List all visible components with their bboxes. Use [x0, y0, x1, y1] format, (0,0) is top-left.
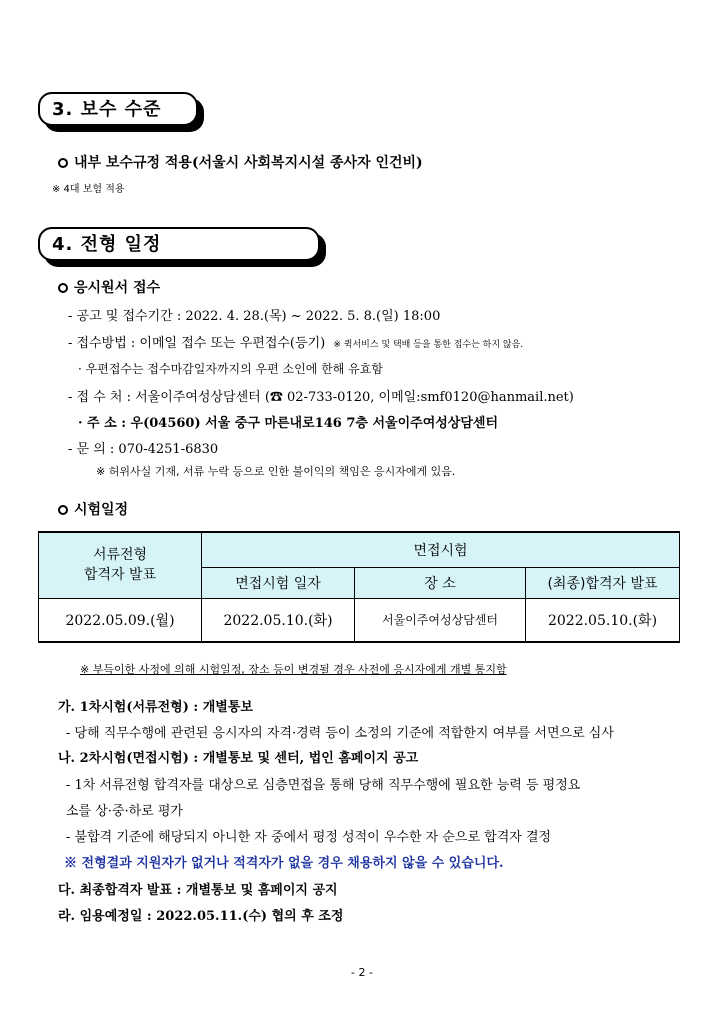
application-inquiry: - 문 의 : 070-4251-6830 [68, 442, 219, 457]
method-note: ※ 퀵서비스 및 택배 등을 통한 접수는 하지 않음. [333, 340, 524, 350]
no-hire-warning: ※ 전형결과 지원자가 없거나 적격자가 없을 경우 채용하지 않을 수 있습니다. [64, 856, 504, 871]
application-period: - 공고 및 접수기간 : 2022. 4. 28.(목) ~ 2022. 5. 8.(일) 18:00 [68, 309, 441, 324]
step-2-title: 나. 2차시험(면접시험) : 개별통보 및 센터, 법인 홈페이지 공고 [58, 751, 419, 766]
start-date-line: 라. 임용예정일 : 2022.05.11.(수) 협의 후 조정 [58, 909, 344, 924]
step-2-detail-1: - 1차 서류전형 합격자를 대상으로 심층면접을 통해 당해 직무수행에 필요한 능력 등 평정요 [66, 778, 581, 793]
cell-location: 서울이주여성상담센터 [355, 598, 526, 642]
section-4-header [38, 227, 320, 261]
col-interview-date-header: 면접시험 일자 [202, 567, 355, 598]
circle-bullet-icon [58, 283, 68, 293]
schedule-change-note: ※ 부득이한 사정에 의해 시험일정, 장소 등이 변경될 경우 사전에 응시자에게 개별 통지함 [80, 663, 507, 676]
application-address: · 주 소 : 우(04560) 서울 중구 마른내로146 7층 서울이주여성상담센터 [78, 416, 499, 431]
application-heading: 응시원서 접수 [58, 277, 160, 297]
col-document-result-header: 서류전형 합격자 발표 [39, 532, 202, 598]
page-number: - 2 - [351, 966, 373, 979]
circle-bullet-icon [58, 158, 68, 168]
section-3-header [38, 92, 198, 126]
exam-schedule-heading: 시험일정 [58, 499, 128, 519]
exam-schedule-table [38, 531, 680, 643]
application-method: - 접수방법 : 이메일 접수 또는 우편접수(등기) ※ 퀵서비스 및 택배 등을 통한 접수는 하지 않음. [68, 336, 524, 351]
col-final-result-header: (최종)합격자 발표 [526, 567, 680, 598]
interview-group-header: 면접시험 [202, 532, 680, 567]
application-receiver: - 접 수 처 : 서울이주여성상담센터 (☎ 02-733-0120, 이메일:smf0120@hanmail.net) [68, 390, 574, 405]
final-result-line: 다. 최종합격자 발표 : 개별통보 및 홈페이지 공지 [58, 883, 338, 898]
col-location-header: 장 소 [355, 567, 526, 598]
postal-note: · 우편접수는 접수마감일자까지의 우편 소인에 한해 유효함 [78, 362, 383, 376]
disclaimer-note: ※ 허위사실 기재, 서류 누락 등으로 인한 불이익의 책임은 응시자에게 있음. [96, 465, 456, 478]
cell-final-result-date: 2022.05.10.(화) [526, 598, 680, 642]
step-2-detail-2: 소를 상·중·하로 평가 [66, 804, 183, 819]
step-1-detail: - 당해 직무수행에 관련된 응시자의 자격·경력 등이 소정의 기준에 적합한지 여부를 서면으로 심사 [66, 726, 614, 741]
section-3-bullet: 내부 보수규정 적용(서울시 사회복지시설 종사자 인건비) [58, 152, 423, 172]
cell-document-result-date: 2022.05.09.(월) [39, 598, 202, 642]
insurance-note: ※ 4대 보험 적용 [52, 184, 125, 195]
cell-interview-date: 2022.05.10.(화) [202, 598, 355, 642]
circle-bullet-icon [58, 505, 68, 515]
section-4-title: 4. 전형 일정 [52, 234, 162, 255]
step-1-title: 가. 1차시험(서류전형) : 개별통보 [58, 700, 253, 715]
step-2-detail-3: - 불합격 기준에 해당되지 아니한 자 중에서 평정 성적이 우수한 자 순으로 합격자 결정 [66, 830, 552, 845]
table-row [39, 598, 680, 642]
section-3-title: 3. 보수 수준 [52, 99, 162, 120]
